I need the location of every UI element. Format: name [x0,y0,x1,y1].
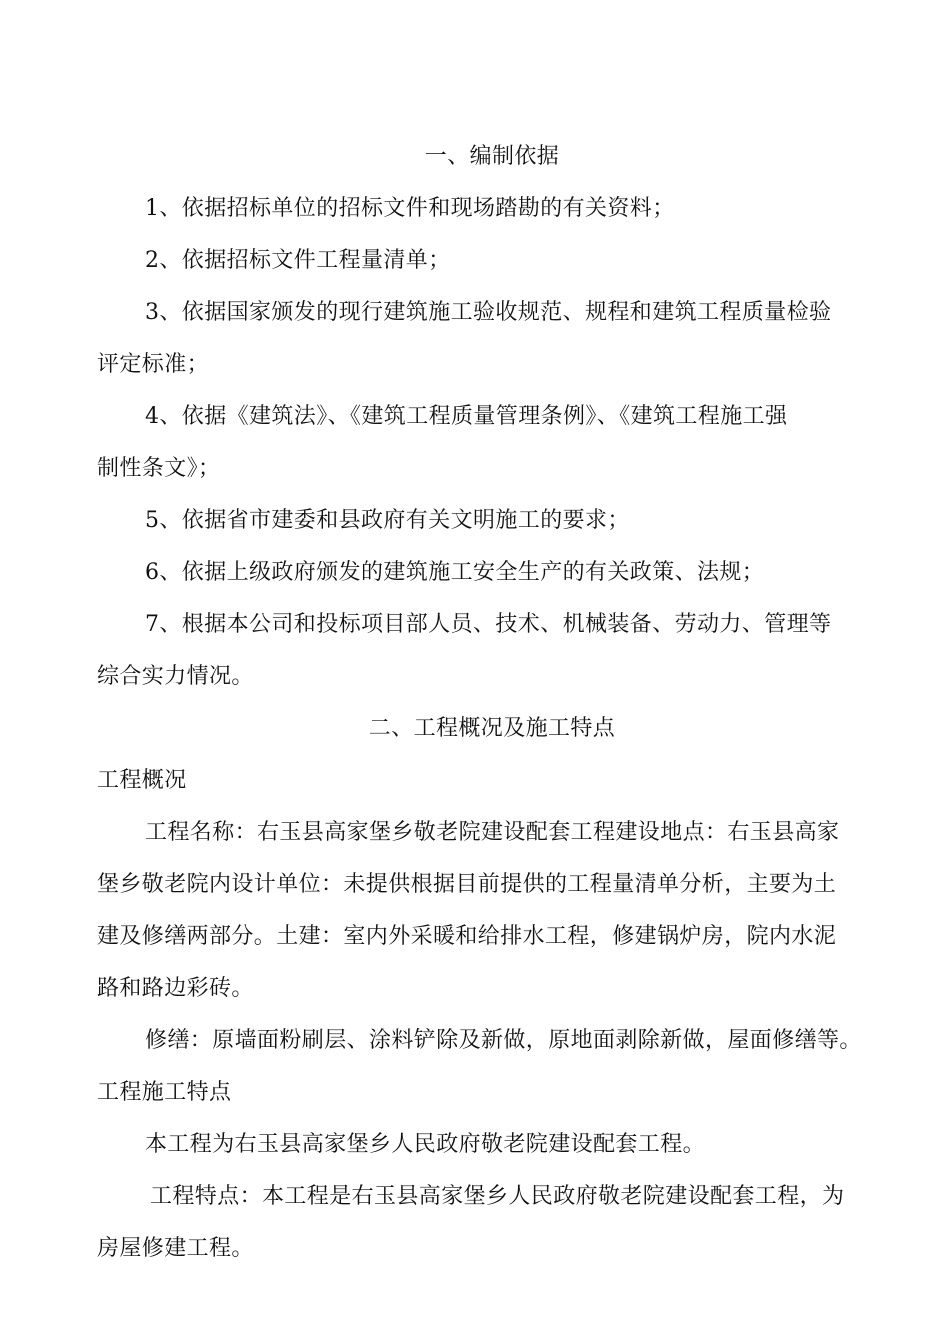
overview-paragraph-line: 堡乡敬老院内设计单位：未提供根据目前提供的工程量清单分析，主要为土 [97,872,837,897]
basis-item-5: 5、依据省市建委和县政府有关文明施工的要求； [145,508,630,533]
section-heading-basis: 一、编制依据 [424,144,560,169]
features-paragraph-2-cont: 房屋修建工程。 [97,1236,254,1261]
document-page [97,131,887,1275]
section-heading-overview: 二、工程概况及施工特点 [368,716,616,741]
basis-item-7: 7、根据本公司和投标项目部人员、技术、机械装备、劳动力、管理等 [145,612,832,637]
basis-item-1: 1、依据招标单位的招标文件和现场踏勘的有关资料； [145,196,675,221]
features-subtitle: 工程施工特点 [97,1080,232,1105]
basis-item-2: 2、依据招标文件工程量清单； [145,248,451,273]
overview-paragraph-line: 工程名称：右玉县高家堡乡敬老院建设配套工程建设地点：右玉县高家 [145,820,840,845]
basis-item-4-cont: 制性条文》； [97,456,221,481]
overview-paragraph-line: 建及修缮两部分。土建：室内外采暖和给排水工程，修建锅炉房，院内水泥 [97,924,837,949]
basis-item-3: 3、依据国家颁发的现行建筑施工验收规范、规程和建筑工程质量检验 [145,300,832,325]
basis-item-7-cont: 综合实力情况。 [97,664,254,689]
features-paragraph-1: 本工程为右玉县高家堡乡人民政府敬老院建设配套工程。 [145,1132,706,1157]
overview-paragraph-line: 路和路边彩砖。 [97,976,254,1001]
features-paragraph-2: 工程特点：本工程是右玉县高家堡乡人民政府敬老院建设配套工程，为 [150,1184,845,1209]
basis-item-3-cont: 评定标准； [97,352,210,377]
repair-paragraph: 修缮：原墙面粉刷层、涂料铲除及新做，原地面剥除新做，屋面修缮等。 [145,1028,862,1053]
basis-item-6: 6、依据上级政府颁发的建筑施工安全生产的有关政策、法规； [145,560,765,585]
basis-item-4: 4、依据《建筑法》、《建筑工程质量管理条例》、《建筑工程施工强 [145,404,788,429]
overview-subtitle: 工程概况 [97,768,187,793]
